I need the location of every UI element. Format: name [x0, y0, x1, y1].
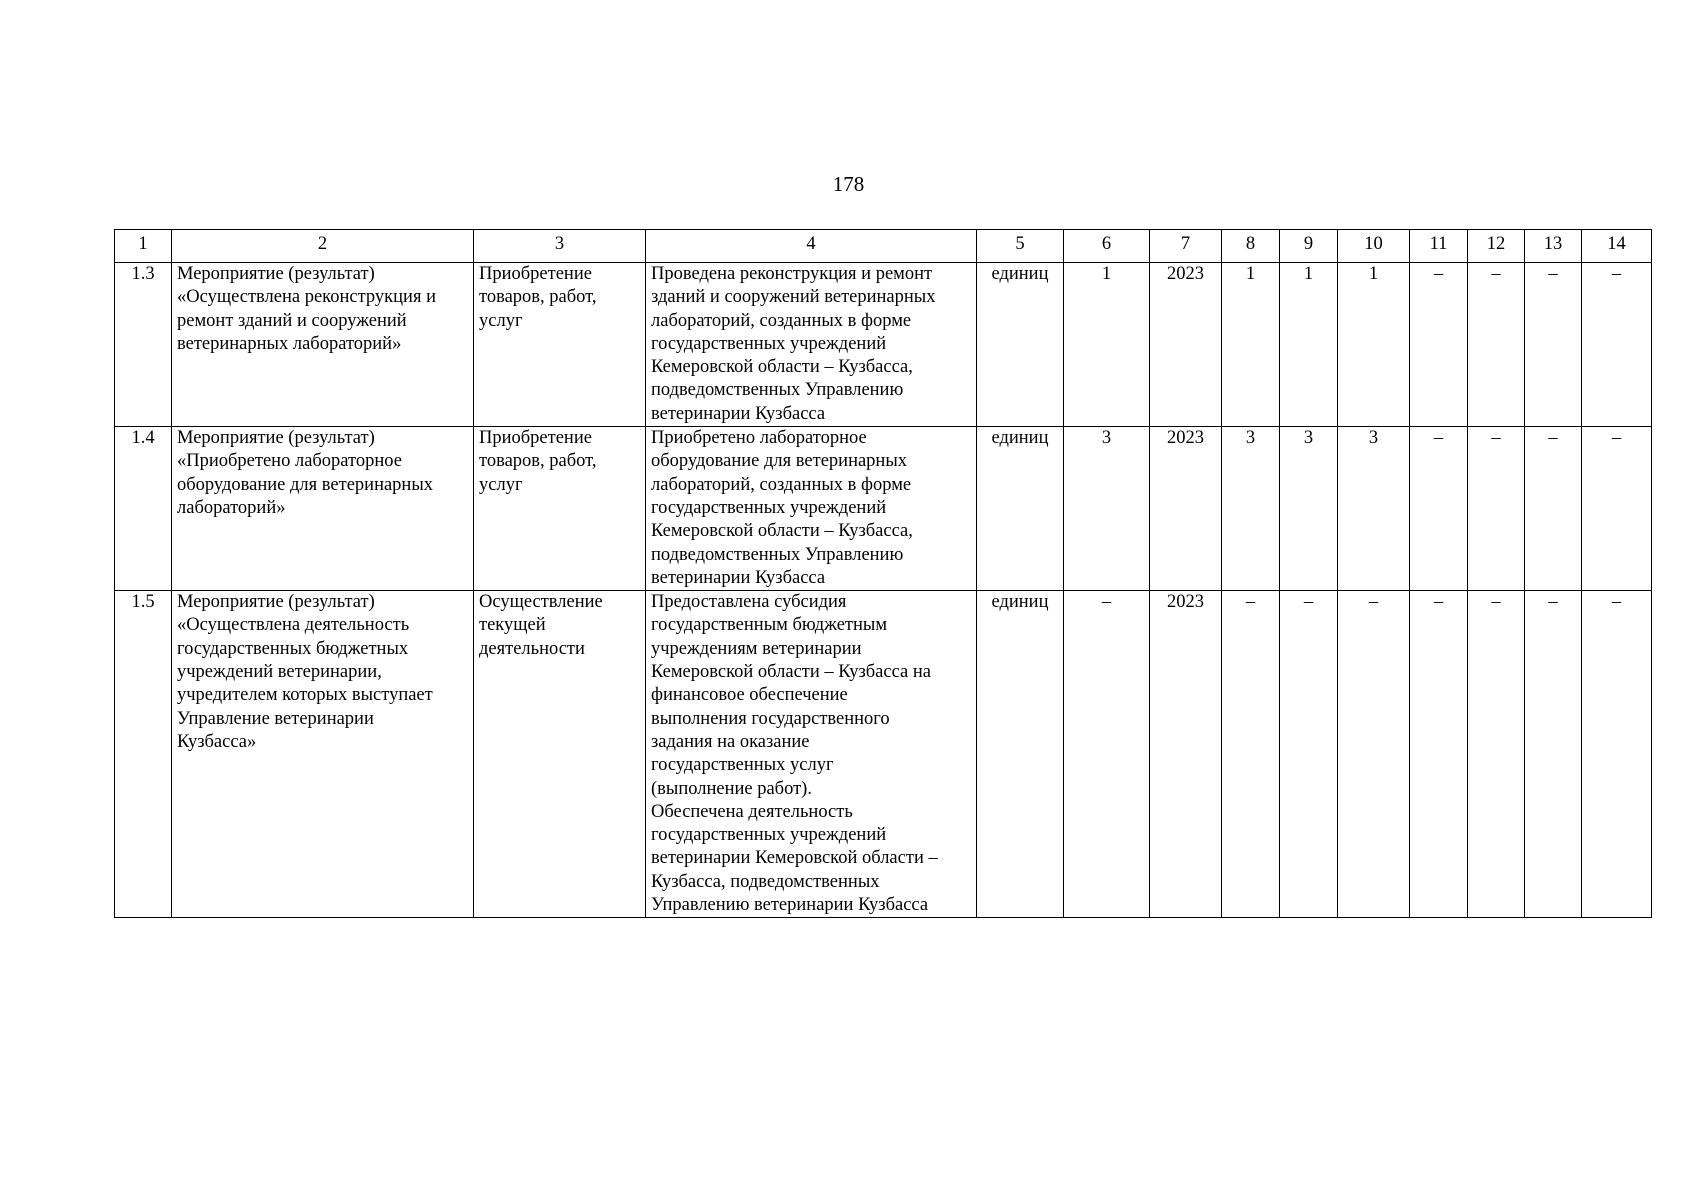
row-number: 1.4 [115, 427, 172, 591]
event-cell: Мероприятие (результат) «Осуществлена деятельность государственных бюджетных учреждений ветеринарии, учредителем которых выступает Управление ветеринарии Кузбасса» [172, 591, 474, 918]
value-cell: – [1410, 263, 1468, 427]
value-cell: – [1468, 263, 1525, 427]
header-cell: 13 [1525, 230, 1582, 263]
header-cell: 3 [474, 230, 646, 263]
year-cell: 2023 [1150, 427, 1222, 591]
header-cell: 5 [977, 230, 1064, 263]
type-cell: Осуществление текущей деятельности [474, 591, 646, 918]
header-cell: 1 [115, 230, 172, 263]
header-cell: 2 [172, 230, 474, 263]
table-header [115, 230, 1652, 263]
value-cell: 1 [1064, 263, 1150, 427]
header-cell: 9 [1280, 230, 1338, 263]
value-cell: 1 [1280, 263, 1338, 427]
header-cell: 8 [1222, 230, 1280, 263]
value-cell: – [1338, 591, 1410, 918]
unit-cell: единиц [977, 427, 1064, 591]
description-cell: Проведена реконструкция и ремонт зданий и сооружений ветеринарных лабораторий, созданных в форме государственных учреждений Кемеровской области – Кузбасса, подведомственных Управлению ветеринарии Кузбасса [646, 263, 977, 427]
value-cell: 3 [1280, 427, 1338, 591]
header-cell: 14 [1582, 230, 1652, 263]
value-cell: 3 [1338, 427, 1410, 591]
year-cell: 2023 [1150, 263, 1222, 427]
value-cell: – [1280, 591, 1338, 918]
value-cell: 3 [1064, 427, 1150, 591]
unit-cell: единиц [977, 263, 1064, 427]
description-cell: Приобретено лабораторное оборудование для ветеринарных лабораторий, созданных в форме государственных учреждений Кемеровской области – Кузбасса, подведомственных Управлению ветеринарии Кузбасса [646, 427, 977, 591]
measures-table [114, 229, 1652, 918]
value-cell: 1 [1338, 263, 1410, 427]
value-cell: 1 [1222, 263, 1280, 427]
unit-cell: единиц [977, 591, 1064, 918]
value-cell: – [1222, 591, 1280, 918]
value-cell: – [1468, 427, 1525, 591]
value-cell: – [1582, 263, 1652, 427]
row-number: 1.5 [115, 591, 172, 918]
value-cell: – [1064, 591, 1150, 918]
table-row [115, 427, 1652, 591]
value-cell: – [1410, 427, 1468, 591]
row-number: 1.3 [115, 263, 172, 427]
header-cell: 12 [1468, 230, 1525, 263]
header-row [115, 230, 1652, 263]
table-row [115, 591, 1652, 918]
value-cell: – [1525, 263, 1582, 427]
value-cell: – [1410, 591, 1468, 918]
value-cell: – [1582, 591, 1652, 918]
page-number: 178 [832, 172, 865, 196]
value-cell: – [1468, 591, 1525, 918]
value-cell: 3 [1222, 427, 1280, 591]
event-cell: Мероприятие (результат) «Приобретено лабораторное оборудование для ветеринарных лабораторий» [172, 427, 474, 591]
value-cell: – [1525, 427, 1582, 591]
header-cell: 6 [1064, 230, 1150, 263]
description-cell: Предоставлена субсидия государственным бюджетным учреждениям ветеринарии Кемеровской области – Кузбасса на финансовое обеспечение выполнения государственного задания на оказание государственных услуг (выполнение работ). Обеспечена деятельность государственных учреждений ветеринарии Кемеровской области – Кузбасса, подведомственных Управлению ветеринарии Кузбасса [646, 591, 977, 918]
table-row [115, 263, 1652, 427]
type-cell: Приобретение товаров, работ, услуг [474, 263, 646, 427]
type-cell: Приобретение товаров, работ, услуг [474, 427, 646, 591]
event-cell: Мероприятие (результат) «Осуществлена реконструкция и ремонт зданий и сооружений ветеринарных лабораторий» [172, 263, 474, 427]
header-cell: 7 [1150, 230, 1222, 263]
header-cell: 10 [1338, 230, 1410, 263]
year-cell: 2023 [1150, 591, 1222, 918]
header-cell: 11 [1410, 230, 1468, 263]
header-cell: 4 [646, 230, 977, 263]
value-cell: – [1525, 591, 1582, 918]
value-cell: – [1582, 427, 1652, 591]
